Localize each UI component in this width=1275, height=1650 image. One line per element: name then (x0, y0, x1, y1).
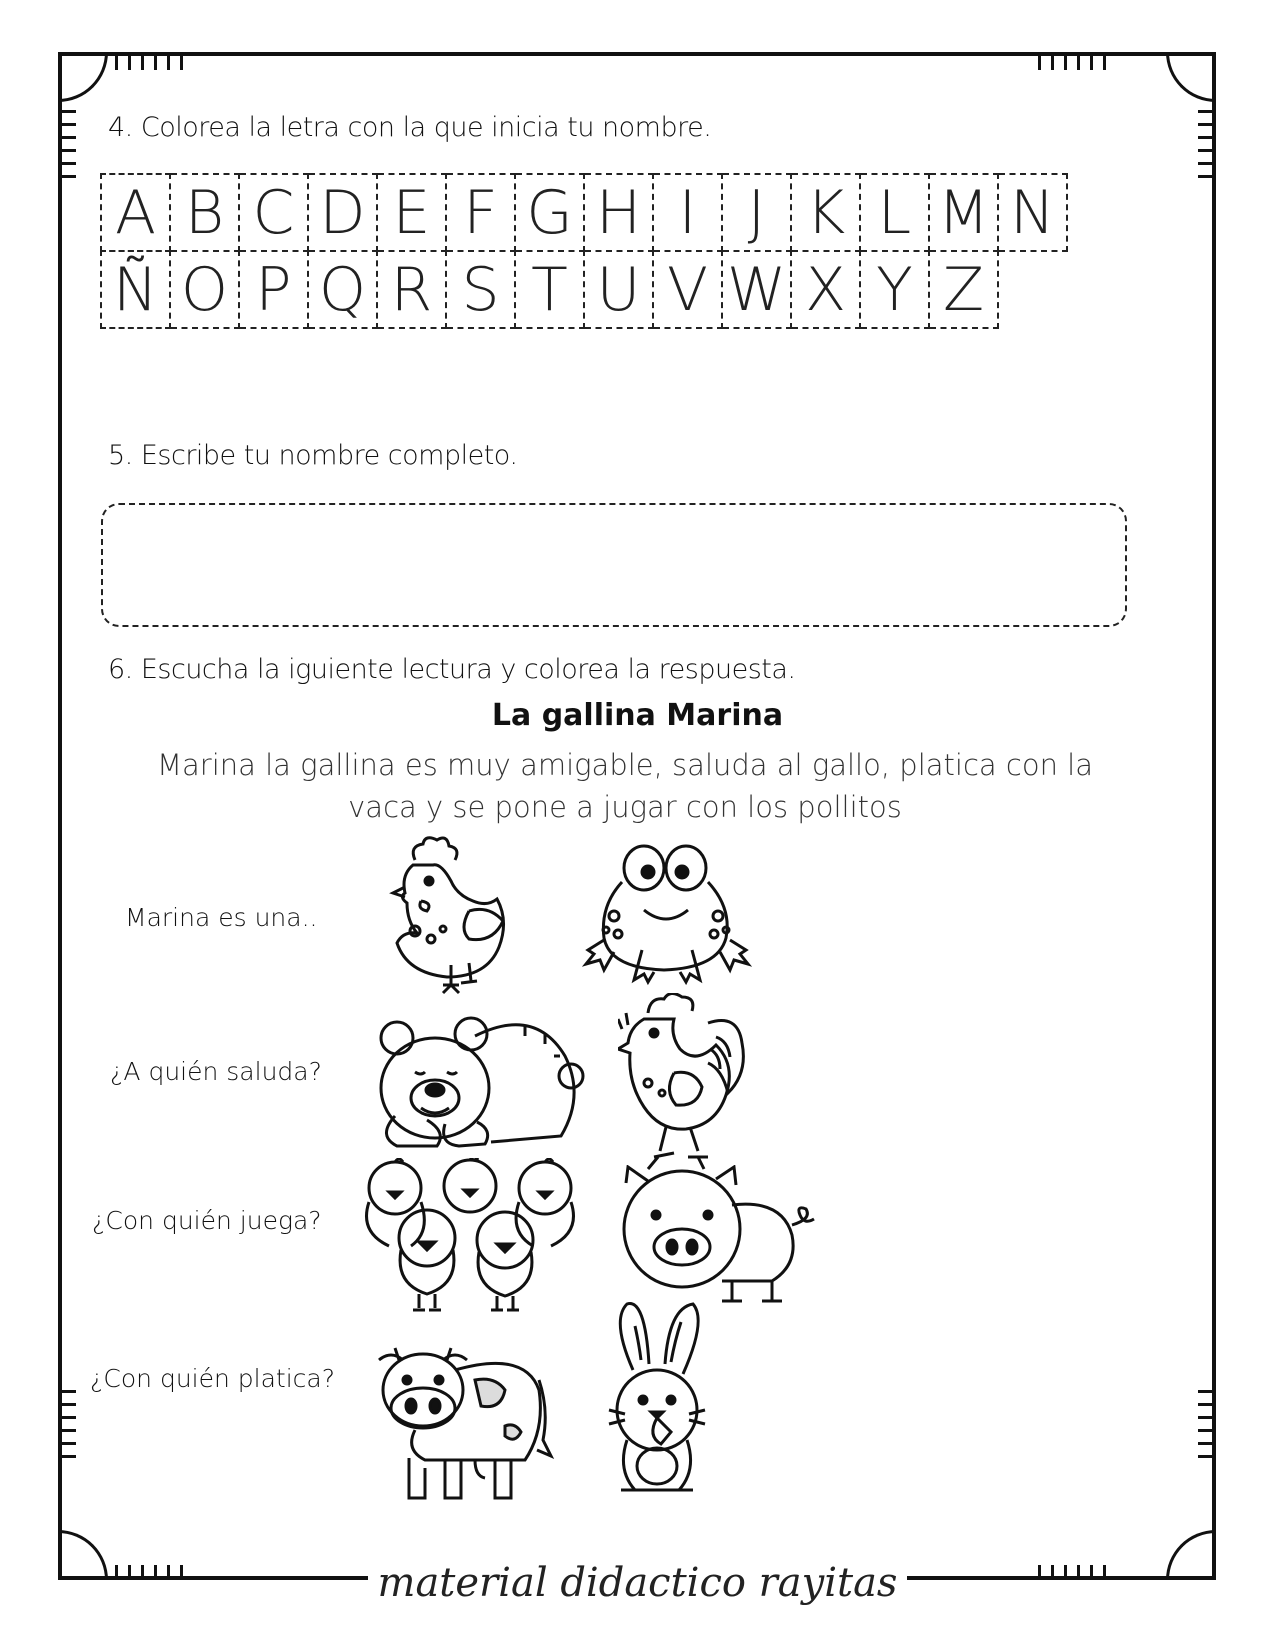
letter-cell[interactable]: A (101, 174, 170, 251)
letter-cell[interactable]: K (791, 174, 860, 251)
letter-cell[interactable]: P (239, 251, 308, 328)
letter-cell[interactable]: Z (929, 251, 998, 328)
letter-cell[interactable]: W (722, 251, 791, 328)
frame-ticks-left-top (62, 110, 76, 178)
letter-cell[interactable]: L (860, 174, 929, 251)
letter-cell[interactable]: E (377, 174, 446, 251)
letter-cell[interactable]: J (722, 174, 791, 251)
rabbit-icon[interactable] (605, 1300, 715, 1500)
story-title: La gallina Marina (491, 698, 784, 733)
bear-icon[interactable] (375, 1012, 585, 1152)
letter-cell[interactable]: C (239, 174, 308, 251)
letter-cell[interactable]: Y (860, 251, 929, 328)
letter-cell[interactable]: U (584, 251, 653, 328)
letter-cell[interactable]: D (308, 174, 377, 251)
letter-cell[interactable]: N (998, 174, 1067, 251)
letter-cell[interactable]: T (515, 251, 584, 328)
letter-cell[interactable]: B (170, 174, 239, 251)
prompt-who-is-marina: Marina es una.. (125, 903, 318, 932)
frame-ticks-right-top (1198, 110, 1212, 178)
letter-cell[interactable]: F (446, 174, 515, 251)
pig-icon[interactable] (612, 1165, 822, 1305)
rooster-icon[interactable] (618, 993, 748, 1173)
frame-ticks-left-bottom (62, 1390, 76, 1458)
letter-grid-row-1 (100, 173, 1068, 252)
letter-cell[interactable]: O (170, 251, 239, 328)
story-text: Marina la gallina es muy amigable, saluda al gallo, platica con la vaca y se pone a jugar con los pollitos (156, 748, 1093, 824)
frame-ticks-top-left (115, 56, 183, 70)
letter-grid-row-2 (100, 250, 999, 329)
letter-cell[interactable]: R (377, 251, 446, 328)
letter-cell[interactable]: M (929, 174, 998, 251)
hen-icon[interactable] (385, 835, 525, 995)
chicks-icon[interactable] (355, 1158, 585, 1318)
letter-cell[interactable]: H (584, 174, 653, 251)
prompt-who-greets: ¿A quién saluda? (110, 1057, 322, 1086)
letter-cell[interactable]: Ñ (101, 251, 170, 328)
prompt-who-talks: ¿Con quién platica? (90, 1364, 335, 1393)
letter-cell[interactable]: V (653, 251, 722, 328)
letter-cell[interactable]: S (446, 251, 515, 328)
frame-ticks-right-bottom (1198, 1390, 1212, 1458)
prompt-who-plays: ¿Con quién juega? (92, 1206, 322, 1235)
frame-ticks-top-right (1038, 56, 1106, 70)
question-6: 6. Escucha la iguiente lectura y colorea la respuesta. (108, 654, 796, 685)
footer-signature: material didactico rayitas (0, 1560, 1275, 1606)
cow-icon[interactable] (375, 1340, 555, 1510)
letter-cell[interactable]: Q (308, 251, 377, 328)
letter-cell[interactable]: X (791, 251, 860, 328)
full-name-writing-box[interactable] (101, 503, 1127, 627)
letter-cell[interactable]: G (515, 174, 584, 251)
question-5: 5. Escribe tu nombre completo. (108, 440, 518, 471)
question-4: 4. Colorea la letra con la que inicia tu nombre. (108, 112, 712, 143)
letter-cell[interactable]: I (653, 174, 722, 251)
frog-icon[interactable] (582, 840, 752, 990)
